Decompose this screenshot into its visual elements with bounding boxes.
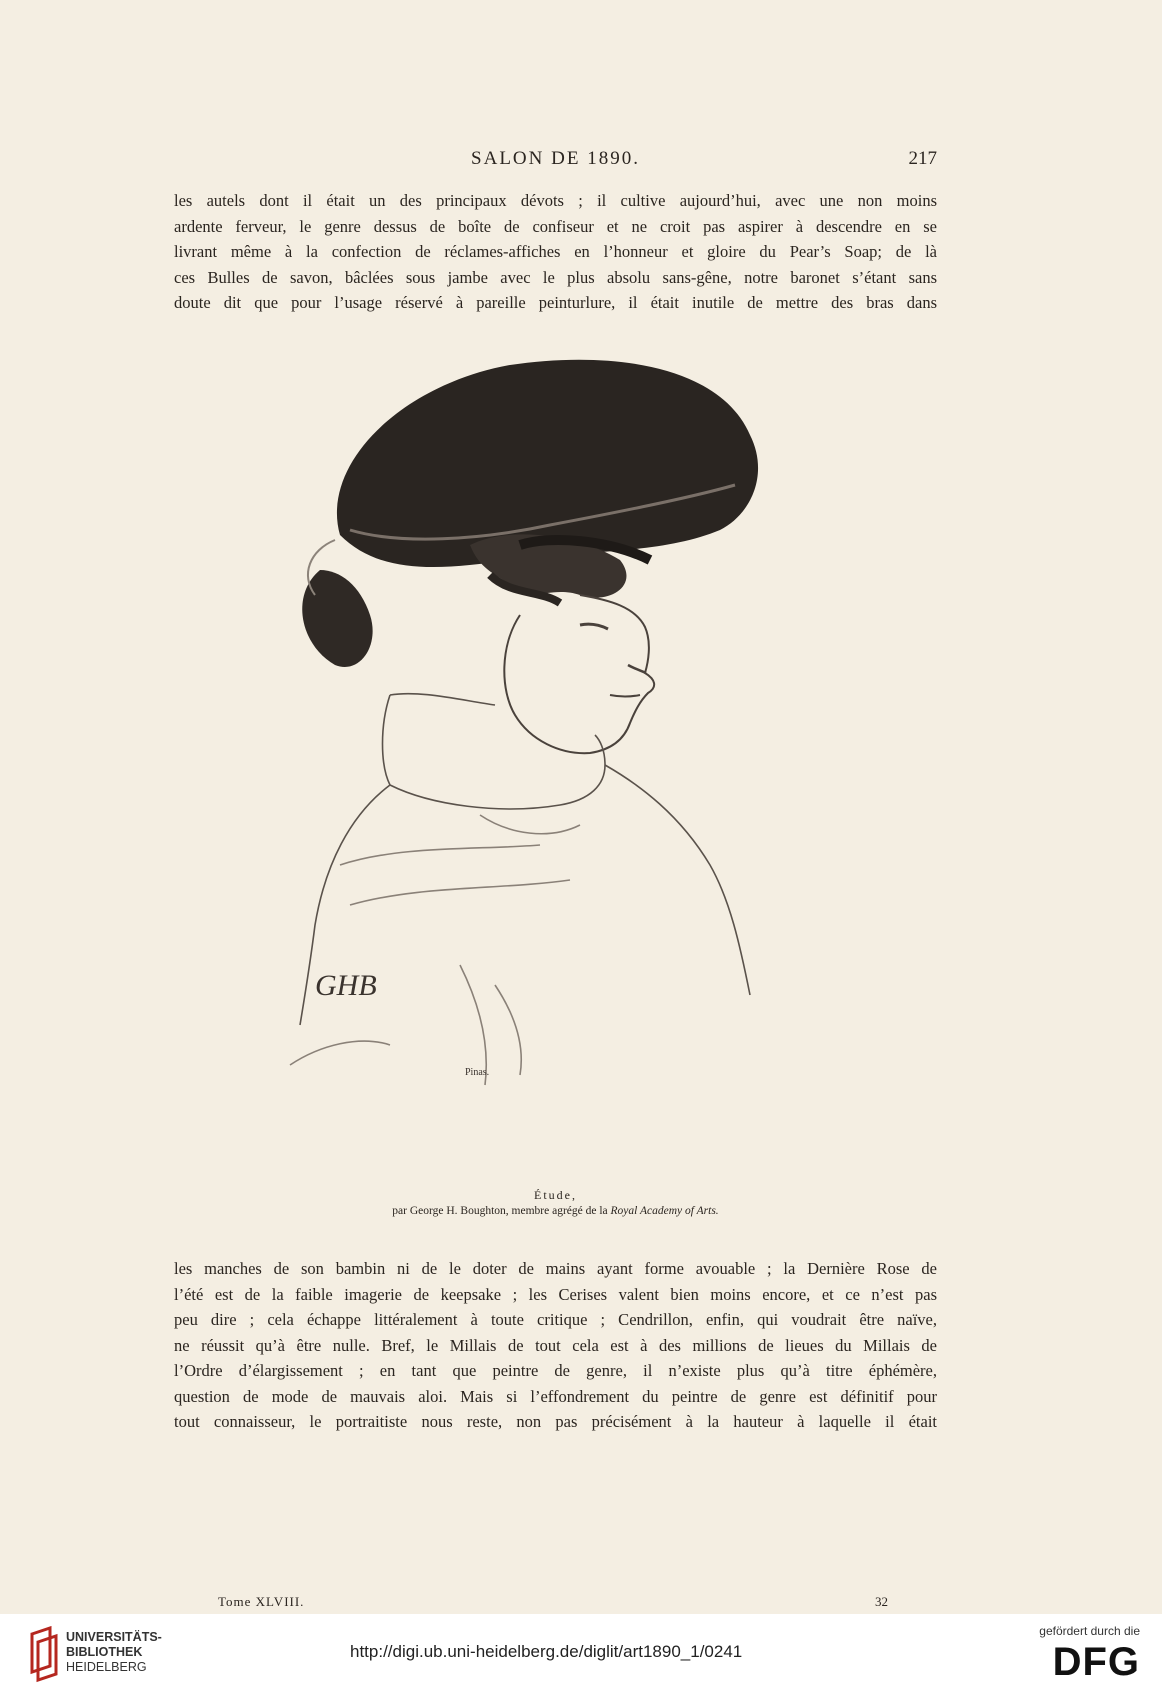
permalink-url[interactable]: http://digi.ub.uni-heidelberg.de/diglit/art1890_1/0241 [350, 1642, 743, 1661]
library-name-line: HEIDELBERG [66, 1660, 147, 1674]
text-line: ne réussit qu’à être nulle. Bref, le Millais de tout cela est à des millions de lieues du Millais de [174, 1335, 937, 1355]
caption-title: Étude, [534, 1188, 577, 1202]
page-footer [218, 1594, 888, 1614]
body-text-top [174, 188, 937, 316]
portrait-illustration [280, 345, 860, 1165]
page-number: 217 [908, 148, 937, 169]
text-line: les manches de son bambin ni de le doter de mains ayant forme avouable ; la Dernière Rose de [174, 1259, 937, 1278]
hat-drawing [302, 360, 758, 667]
hair-drawing [470, 534, 650, 603]
digitization-bar [0, 1614, 1162, 1696]
dfg-logo: DFG [1052, 1640, 1140, 1684]
volume-label: Tome XLVIII. [218, 1594, 305, 1609]
text-line: peu dire ; cela échappe littéralement à toute critique ; Cendrillon, enfin, qui voudrait être naïve, [174, 1310, 937, 1329]
library-name-line: BIBLIOTHEK [66, 1645, 143, 1659]
figure-caption [174, 1188, 937, 1217]
caption-credit-institution: Royal Academy of Arts. [610, 1205, 719, 1217]
engraver-signature: Pinas. [465, 1067, 490, 1078]
running-title: SALON DE 1890. [471, 148, 640, 169]
funder-block [1039, 1624, 1140, 1686]
sweater-drawing [290, 694, 750, 1085]
signature-mark: 32 [875, 1594, 888, 1609]
library-name [66, 1630, 162, 1675]
text-line: l’Ordre d’élargissement ; en tant que peintre de genre, il n’existe plus qu’à titre éphémère, [174, 1361, 937, 1380]
text-line: livrant même à la confection de réclames-affiches en l’honneur et gloire du Pear’s Soap; de là [174, 242, 937, 261]
caption-credit [174, 1205, 937, 1217]
library-logo-icon [28, 1626, 58, 1686]
library-name-line: UNIVERSITÄTS- [66, 1630, 162, 1644]
body-text-bottom [174, 1256, 937, 1435]
text-line: les autels dont il était un des principaux dévots ; il cultive aujourd’hui, avec une non moins [174, 191, 937, 210]
caption-credit-text: par George H. Boughton, membre agrégé de la [392, 1205, 611, 1217]
artist-monogram: GHB [315, 969, 377, 1002]
text-line: question de mode de mauvais aloi. Mais si l’effondrement du peintre de genre est définitif pour [174, 1386, 937, 1406]
text-line: ces Bulles de savon, bâclées sous jambe avec le plus absolu sans-gêne, notre baronet s’étant sans [174, 267, 937, 287]
text-line: doute dit que pour l’usage réservé à pareille peinturlure, il était inutile de mettre des bras dans [174, 293, 937, 312]
text-line: l’été est de la faible imagerie de keepsake ; les Cerises valent bien moins encore, et ce n’est pas [174, 1284, 937, 1304]
running-head [174, 148, 937, 174]
face-drawing [504, 595, 654, 753]
text-line: ardente ferveur, le genre dessus de boîte de confiseur et ne croit pas aspirer à descendre en se [174, 216, 937, 236]
funder-label: gefördert durch die [1039, 1624, 1140, 1638]
text-line: tout connaisseur, le portraitiste nous reste, non pas précisément à la hauteur à laquelle il était [174, 1412, 937, 1431]
